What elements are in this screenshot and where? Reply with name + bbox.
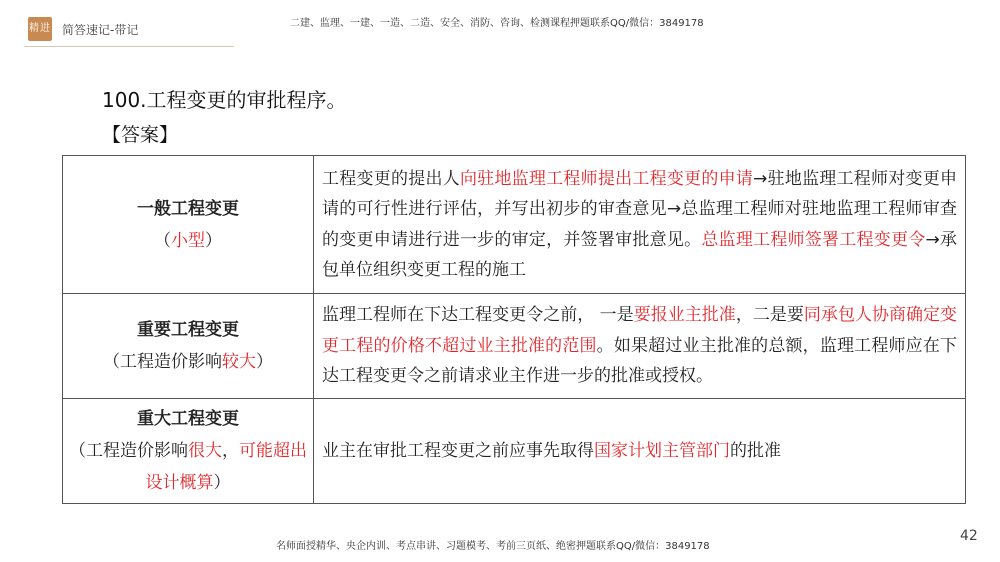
table-row (63, 156, 966, 294)
top-advert-text: 二建、监理、一建、一造、二造、安全、消防、咨询、检测课程押题联系QQ/微信：3849178 (290, 18, 704, 29)
page-number: 42 (960, 528, 978, 544)
row-category (63, 399, 314, 504)
row-description: 工程变更的提出人向驻地监理工程师提出工程变更的申请→驻地监理工程师对变更申请的可行性进行评估，并写出初步的审查意见→总监理工程师对驻地监理工程师审查的变更申请进行进一步的审定，并签署审批意见。总监理工程师签署工程变更令→承包单位组织变更工程的施工 (314, 156, 966, 294)
row-description: 业主在审批工程变更之前应事先取得国家计划主管部门的批准 (314, 399, 966, 504)
table-row (63, 294, 966, 399)
header-divider (24, 46, 234, 47)
category-name: 重大工程变更 (137, 409, 239, 429)
category-note: （工程造价影响较大） (103, 352, 273, 372)
question-title: 100.工程变更的审批程序。 (102, 88, 347, 112)
row-category (63, 294, 314, 399)
answer-table (62, 155, 966, 504)
category-name: 一般工程变更 (137, 198, 239, 219)
table-row (63, 399, 966, 504)
header-title: 简答速记-带记 (62, 23, 139, 37)
answer-label: 【答案】 (102, 124, 179, 146)
category-note: （工程造价影响很大，可能超出设计概算） (69, 441, 307, 493)
row-description: 监理工程师在下达工程变更令之前， 一是要报业主批准，二是要同承包人协商确定变更工程的价格不超过业主批准的范围。如果超过业主批准的总额，监理工程师应在下达工程变更令之前请求业主作进一步的批准或授权。 (314, 294, 966, 399)
category-note: （小型） (154, 230, 222, 251)
brand-badge: 精进 (28, 17, 52, 41)
category-name: 重要工程变更 (137, 320, 239, 340)
bottom-advert-text: 名师面授精华、央企内训、考点串讲、习题模考、考前三页纸、绝密押题联系QQ/微信：3849178 (276, 541, 710, 552)
row-category (63, 156, 314, 294)
